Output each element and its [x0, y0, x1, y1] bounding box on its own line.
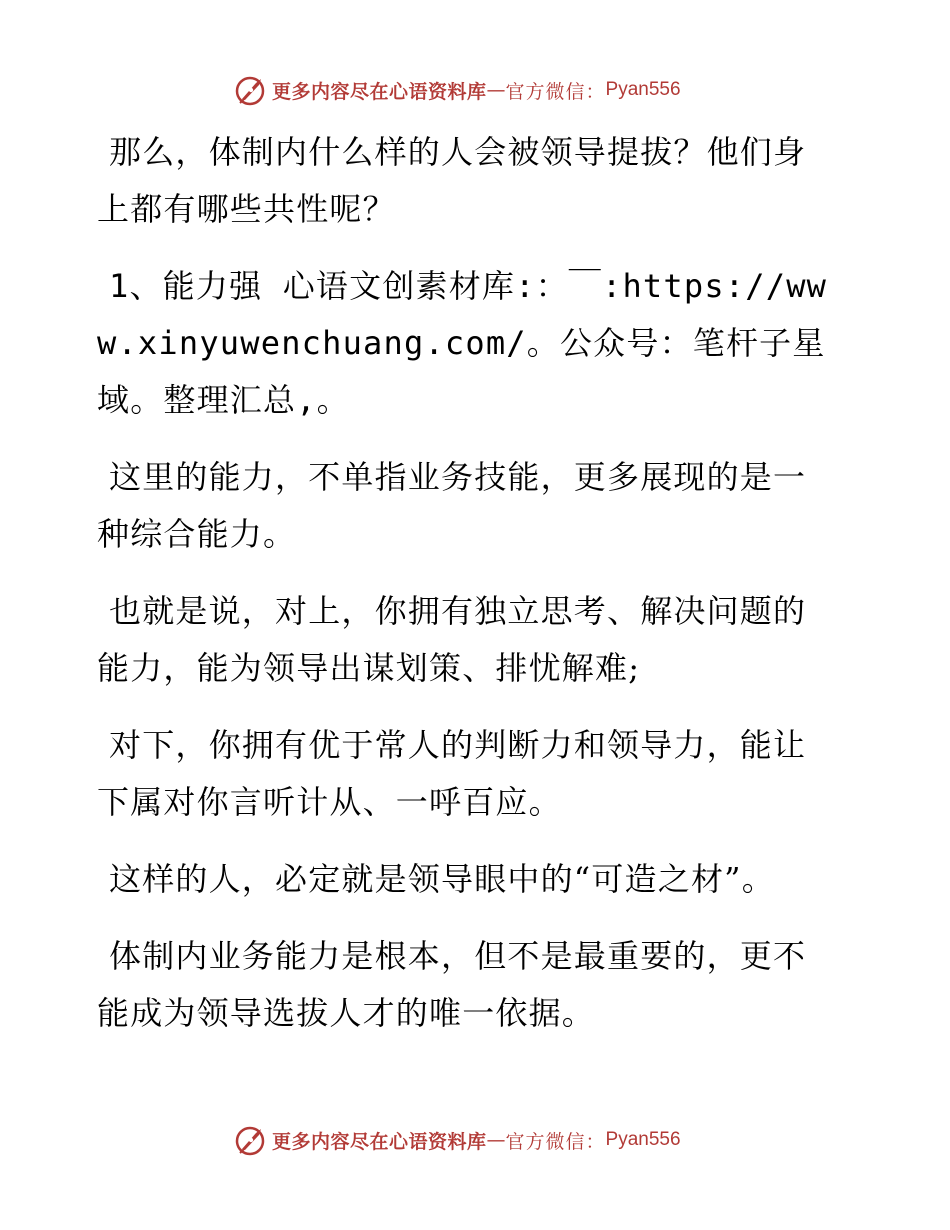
- wechat-id: Pyan556: [605, 79, 681, 100]
- official-wechat-label: 官方微信：: [505, 1130, 606, 1153]
- official-wechat-label: 官方微信：: [505, 80, 606, 103]
- paragraph-intro-question: 那么，体制内什么样的人会被领导提拔？他们身上都有哪些共性呢？: [97, 133, 807, 228]
- paragraph-promising-talent: 这样的人，必定就是领导眼中的“可造之材”。: [109, 860, 775, 898]
- paragraph-upward-ability: 也就是说，对上，你拥有独立思考、解决问题的能力，能为领导出谋划策、排忧解难;: [97, 592, 807, 687]
- document-body: [97, 124, 837, 1062]
- site-name: 更多内容尽在心语资料库: [272, 80, 487, 103]
- pen-nib-logo-icon: [234, 73, 268, 107]
- paragraph-business-ability: 体制内业务能力是根本，但不是最重要的，更不能成为领导选拔人才的唯一依据。: [97, 937, 807, 1032]
- banner-separator: —: [486, 1129, 506, 1151]
- site-name: 更多内容尽在心语资料库: [272, 1130, 487, 1153]
- footer-banner: [234, 1122, 681, 1158]
- paragraph-downward-ability: 对下，你拥有优于常人的判断力和领导力，能让下属对你言听计从、一呼百应。: [97, 726, 807, 821]
- header-banner: [234, 72, 681, 108]
- paragraph-ability-heading: 1、能力强 心语文创素材库:：￣:https://www.xinyuwenchuang.com/。公众号：笔杆子星域。整理汇总,。: [97, 267, 828, 419]
- pen-nib-logo-icon: [234, 1123, 268, 1157]
- wechat-id: Pyan556: [605, 1129, 681, 1150]
- banner-separator: —: [486, 79, 506, 101]
- paragraph-ability-definition: 这里的能力，不单指业务技能，更多展现的是一种综合能力。: [97, 458, 807, 553]
